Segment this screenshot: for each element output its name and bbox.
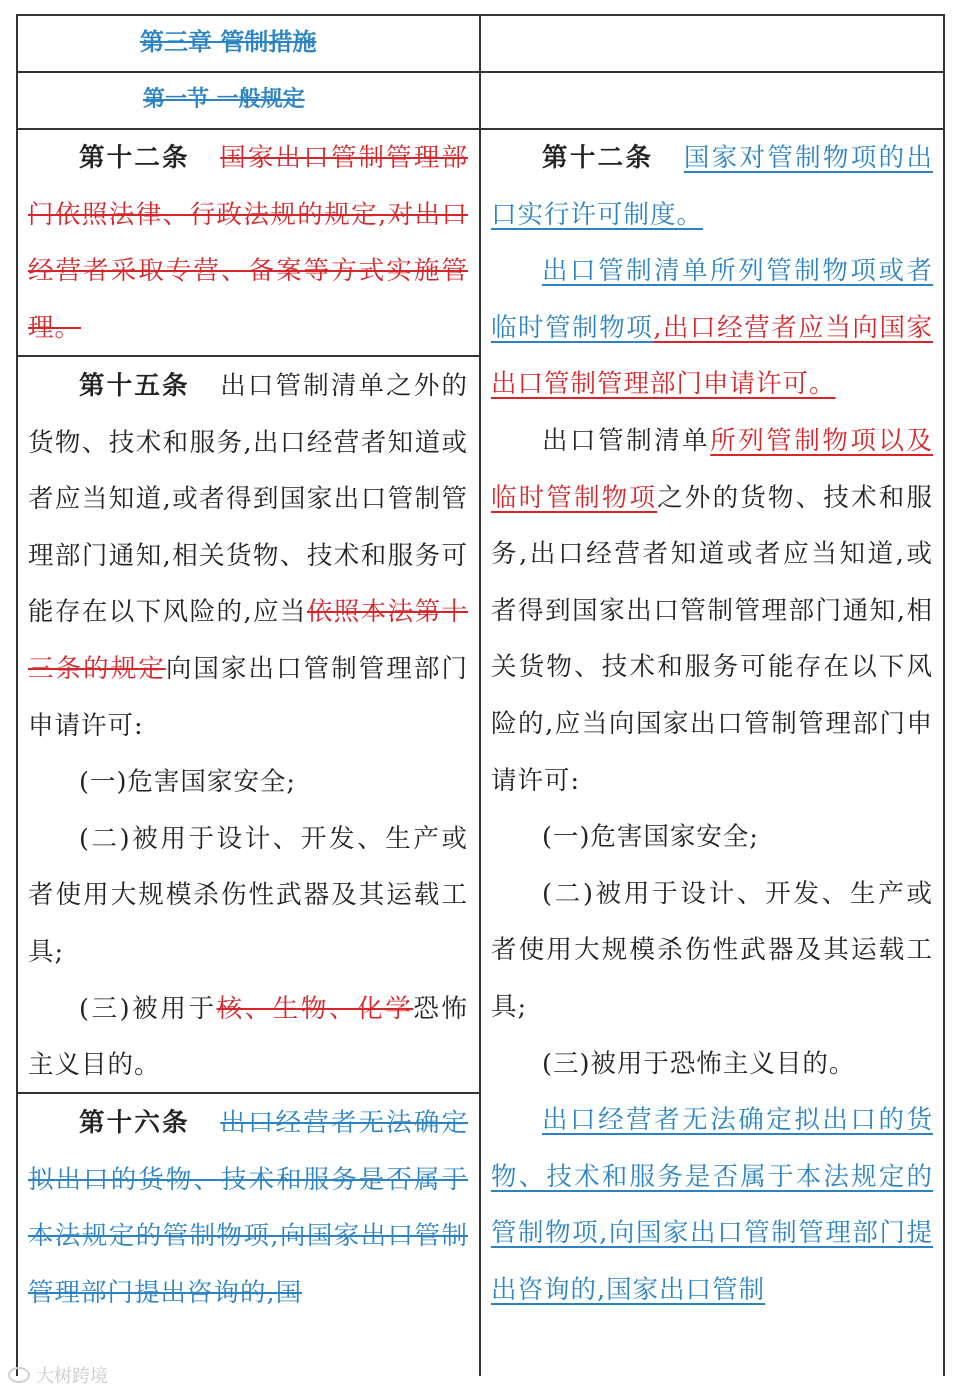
- list-item: (一)危害国家安全;: [79, 767, 296, 798]
- added-text: 出口经营者无法确定拟出口的货物、技术和服务是否属于本法规定的管制物项,向国家出口管制管理部门提出咨询的,国家出口管制: [491, 1105, 933, 1305]
- article-text: 向国家出口管制管理部门申请许可:: [28, 653, 468, 741]
- left-article-15: [18, 358, 478, 1094]
- chapter-heading: 第三章 管制措施: [140, 28, 317, 56]
- list-item: (三)被用于恐怖主义目的。: [542, 1048, 856, 1079]
- row-divider-chapter: [16, 71, 945, 73]
- right-article-12: [481, 130, 943, 1318]
- list-item: [28, 981, 468, 1094]
- article-label: 第十六条: [79, 1108, 190, 1138]
- deleted-text: 依照本法第十三条的规定: [28, 597, 468, 684]
- added-text: 出口管制清单所列管制物项或者临时管制物项: [491, 256, 933, 343]
- added-text: 国家对管制物项的出口实行许可制度。: [491, 143, 933, 230]
- watermark: [8, 1362, 108, 1388]
- watermark-text: 大树跨境: [36, 1366, 108, 1387]
- article-text: 出口管制清单: [542, 425, 711, 456]
- article-label: 第十二条: [542, 143, 654, 173]
- list-item-text: (三)被用于: [79, 993, 217, 1024]
- list-item: (一)危害国家安全;: [542, 822, 759, 853]
- added-text: ,出口经营者应当向国家出口管制管理部门申请许可。: [491, 312, 933, 400]
- list-item: (二)被用于设计、开发、生产或者使用大规模杀伤性武器及其运载工具;: [491, 878, 933, 1022]
- deleted-text: 国家出口管制管理部门依照法律、行政法规的规定,对出口经营者采取专营、备案等方式实施管理。: [28, 143, 468, 343]
- deleted-text: 出口经营者无法确定拟出口的货物、技术和服务是否属于本法规定的管制物项,向国家出口管制管理部门提出咨询的,国: [28, 1108, 468, 1308]
- left-article-12: [18, 130, 478, 356]
- list-item: (二)被用于设计、开发、生产或者使用大规模杀伤性武器及其运载工具;: [28, 823, 468, 967]
- added-text: 所列管制物项以及临时管制物项: [491, 425, 933, 513]
- article-text: 出口管制清单之外的货物、技术和服务,出口经营者知道或者应当知道,或者得到国家出口管制管理部门通知,相关货物、技术和服务可能存在以下风险的,应当: [28, 371, 468, 628]
- watermark-logo-icon: [8, 1367, 30, 1383]
- article-text: 之外的货物、技术和服务,出口经营者知道或者应当知道,或者得到国家出口管制管理部门通知,相关货物、技术和服务可能存在以下风险的,应当向国家出口管制管理部门申请许可:: [491, 482, 933, 796]
- article-label: 第十五条: [79, 371, 190, 401]
- section-heading: 第一节 一般规定: [143, 87, 305, 112]
- left-article-16: [18, 1095, 478, 1321]
- list-item-text: 恐怖主义目的。: [28, 993, 468, 1081]
- table-border-right: [943, 14, 945, 1376]
- article-label: 第十二条: [79, 143, 190, 173]
- deleted-text: 核、生物、化学: [216, 993, 414, 1024]
